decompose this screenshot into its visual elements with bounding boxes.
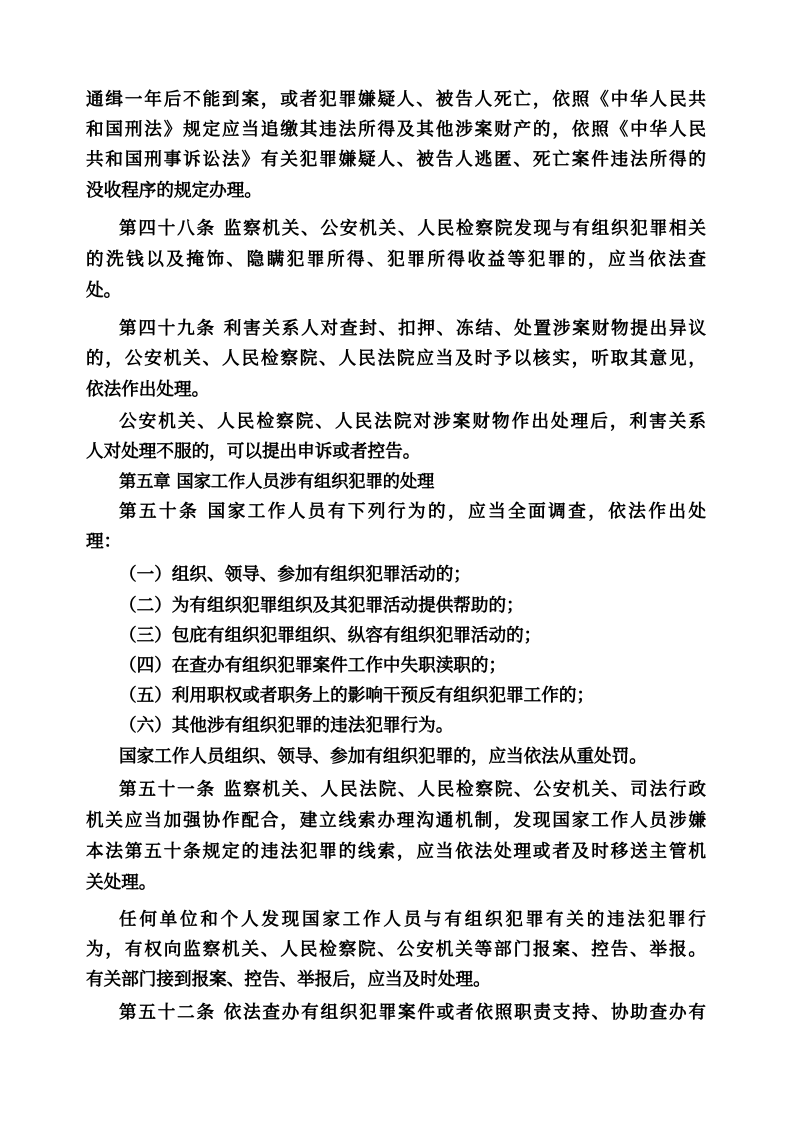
text-line: 本法第五十条规定的违法犯罪的线索，应当依法处理或者及时移送主管机 bbox=[86, 842, 706, 862]
text-line: 共和国刑事诉讼法》有关犯罪嫌疑人、被告人逃匿、死亡案件违法所得的 bbox=[86, 150, 706, 170]
text-line: 和国刑法》规定应当追缴其违法所得及其他涉案财产的，依照《中华人民 bbox=[86, 120, 706, 140]
text-line: 国家工作人员组织、领导、参加有组织犯罪的，应当依法从重处罚。 bbox=[119, 747, 647, 767]
list-item: （二）为有组织犯罪组织及其犯罪活动提供帮助的； bbox=[119, 596, 524, 616]
article-50-line: 第五十条 国家工作人员有下列行为的，应当全面调查，依法作出处 bbox=[119, 502, 706, 522]
text-line: 的，公安机关、人民检察院、人民法院应当及时予以核实，听取其意见， bbox=[86, 349, 706, 369]
text-line: 人对处理不服的，可以提出申诉或者控告。 bbox=[86, 442, 421, 462]
text-line: 公安机关、人民检察院、人民法院对涉案财物作出处理后，利害关系 bbox=[119, 412, 706, 432]
text-line: 关处理。 bbox=[86, 873, 157, 893]
article-52-line: 第五十二条 依法查办有组织犯罪案件或者依照职责支持、协助查办有 bbox=[119, 1003, 706, 1023]
text-line: 的洗钱以及掩饰、隐瞒犯罪所得、犯罪所得收益等犯罪的，应当依法查 bbox=[86, 250, 706, 270]
list-item: （四）在查办有组织犯罪案件工作中失职渎职的； bbox=[119, 656, 507, 676]
list-item: （一）组织、领导、参加有组织犯罪活动的； bbox=[119, 565, 471, 585]
text-line: 通缉一年后不能到案，或者犯罪嫌疑人、被告人死亡，依照《中华人民共 bbox=[86, 90, 706, 110]
list-item: （三）包庇有组织犯罪组织、纵容有组织犯罪活动的； bbox=[119, 626, 542, 646]
list-item: （五）利用职权或者职务上的影响干预反有组织犯罪工作的； bbox=[119, 686, 595, 706]
text-line: 没收程序的规定办理。 bbox=[86, 181, 262, 201]
article-51-line: 第五十一条 监察机关、人民法院、人民检察院、公安机关、司法行政 bbox=[119, 780, 706, 800]
chapter-5-heading: 第五章 国家工作人员涉有组织犯罪的处理 bbox=[119, 472, 435, 492]
article-49-line: 第四十九条 利害关系人对查封、扣押、冻结、处置涉案财物提出异议 bbox=[119, 319, 706, 339]
text-line: 有关部门接到报案、控告、举报后，应当及时处理。 bbox=[86, 970, 491, 990]
text-line: 机关应当加强协作配合，建立线索办理沟通机制，发现国家工作人员涉嫌 bbox=[86, 811, 706, 831]
list-item: （六）其他涉有组织犯罪的违法犯罪行为。 bbox=[119, 716, 454, 736]
text-line: 理： bbox=[86, 532, 122, 552]
article-48-line: 第四十八条 监察机关、公安机关、人民检察院发现与有组织犯罪相关 bbox=[119, 219, 706, 239]
text-line: 依法作出处理。 bbox=[86, 380, 210, 400]
text-line: 处。 bbox=[86, 281, 122, 301]
text-line: 任何单位和个人发现国家工作人员与有组织犯罪有关的违法犯罪行 bbox=[119, 910, 706, 930]
text-line: 为，有权向监察机关、人民检察院、公安机关等部门报案、控告、举报。 bbox=[86, 940, 706, 960]
